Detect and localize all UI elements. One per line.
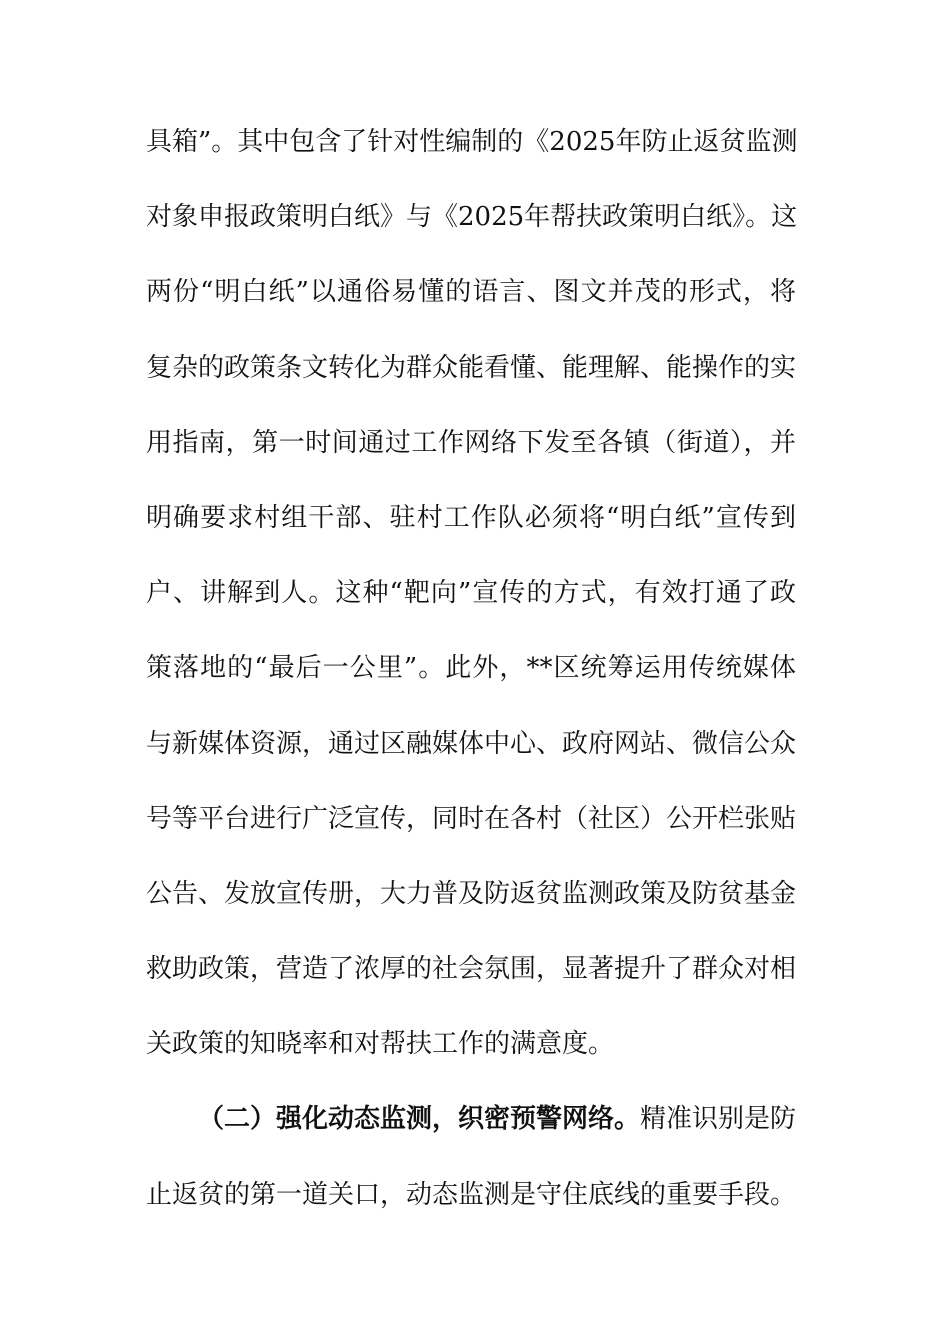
- text-line: 两份“明白纸”以通俗易懂的语言、图文并茂的形式，将: [146, 277, 796, 308]
- text-line: 与新媒体资源，通过区融媒体中心、政府网站、微信公众: [146, 728, 797, 759]
- text-line: 关政策的知晓率和对帮扶工作的满意度。: [146, 1029, 615, 1060]
- text-line: 具箱”。其中包含了针对性编制的《2025年防止返贫监测: [146, 127, 798, 157]
- document-body: [146, 117, 796, 1245]
- text-line: 止返贫的第一道关口，动态监测是守住底线的重要手段。: [146, 1179, 797, 1210]
- text-line: 号等平台进行广泛宣传，同时在各村（社区）公开栏张贴: [146, 803, 797, 834]
- text-line: [146, 1094, 796, 1169]
- section-heading: （二）强化动态监测，织密预警网络。: [198, 1104, 641, 1135]
- text-run: 精准识别是防: [640, 1104, 797, 1135]
- text-line: 公告、发放宣传册，大力普及防返贫监测政策及防贫基金: [146, 878, 797, 909]
- text-line: 救助政策，营造了浓厚的社会氛围，显著提升了群众对相: [146, 954, 797, 985]
- text-line: 策落地的“最后一公里”。此外，**区统筹运用传统媒体: [146, 653, 796, 684]
- paragraph-dynamic-monitoring: [146, 1094, 796, 1244]
- text-line: 复杂的政策条文转化为群众能看懂、能理解、能操作的实: [146, 352, 797, 383]
- text-line: 对象申报政策明白纸》与《2025年帮扶政策明白纸》。这: [146, 202, 798, 233]
- paragraph-publicity: [146, 117, 796, 1094]
- text-line: 用指南，第一时间通过工作网络下发至各镇（街道），并: [146, 427, 796, 458]
- text-line: 明确要求村组干部、驻村工作队必须将“明白纸”宣传到: [146, 502, 796, 533]
- text-line: 户、讲解到人。这种“靶向”宣传的方式，有效打通了政: [146, 578, 796, 609]
